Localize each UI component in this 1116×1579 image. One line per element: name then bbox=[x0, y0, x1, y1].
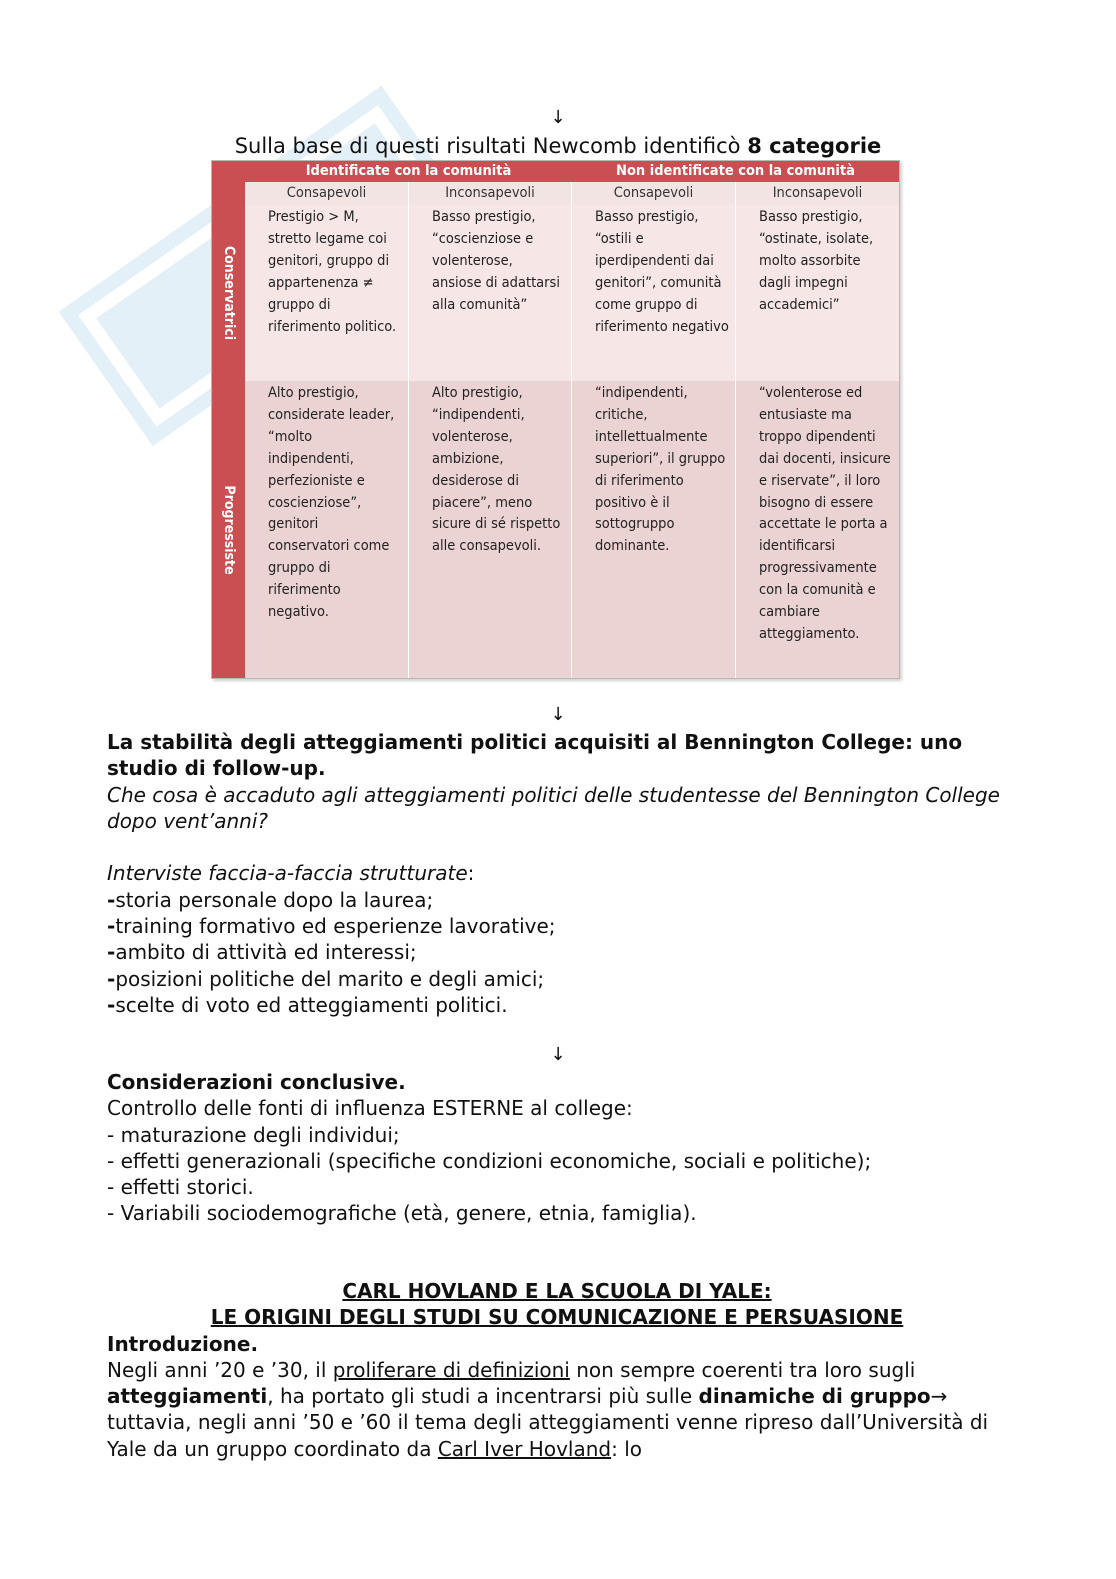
conclusions-title: Considerazioni conclusive. bbox=[107, 1070, 406, 1094]
followup-question: Che cosa è accaduto agli atteggiamenti politici delle studentesse del Bennington College dopo vent’anni? bbox=[107, 782, 1000, 833]
list-item: -scelte di voto ed atteggiamenti politici. bbox=[107, 992, 508, 1017]
intro-paragraph: Negli anni ’20 e ’30, il proliferare di definizioni non sempre coerenti tra loro sugli atteggiamenti, ha portato gli studi a incentrarsi più sulle dinamiche di gruppo→ tuttavia, negli anni ’50 e ’60 il tema degli atteggiamenti venne ripreso dall’Università di Yale da un gruppo coordinato da Carl Iver Hovland: lo bbox=[107, 1357, 989, 1461]
intro-title: Introduzione. bbox=[107, 1331, 259, 1356]
list-item: -ambito di attività ed interessi; bbox=[107, 940, 417, 965]
down-arrow: ↓ bbox=[550, 1044, 566, 1065]
hovland-section bbox=[107, 1278, 1007, 1462]
conclusions-section bbox=[107, 1069, 1007, 1227]
categories-intro: Sulla base di questi risultati Newcomb identificò 8 categorie bbox=[234, 134, 882, 158]
table-corner-sub bbox=[212, 182, 245, 205]
down-arrow: ↓ bbox=[550, 704, 566, 725]
list-item: -training formativo ed esperienze lavorative; bbox=[107, 914, 556, 939]
table-cell: Basso prestigio, “coscienziose e volenterose, ansiose di adattarsi alla comunità” bbox=[409, 205, 572, 381]
header-identified: Identificate con la comunità bbox=[245, 161, 572, 182]
list-item: - effetti generazionali (specifiche condizioni economiche, sociali e politiche); bbox=[107, 1148, 872, 1173]
table-cell: Prestigio > M, stretto legame coi genitori, gruppo di appartenenza ≠ gruppo di riferimento politico. bbox=[245, 205, 409, 381]
conclusions-intro: Controllo delle fonti di influenza ESTERNE al college: bbox=[107, 1096, 633, 1121]
subheader-consapevoli-1: Consapevoli bbox=[245, 182, 409, 205]
followup-section bbox=[107, 729, 1007, 1018]
list-item: -storia personale dopo la laurea; bbox=[107, 887, 434, 912]
list-item: - Variabili sociodemografiche (età, genere, etnia, famiglia). bbox=[107, 1201, 697, 1226]
row-label-progressiste: Progressiste bbox=[212, 381, 245, 678]
table-cell: Alto prestigio, considerate leader, “molto indipendenti, perfezioniste e coscienziose”, genitori conservatori come gruppo di riferimento negativo. bbox=[245, 381, 409, 678]
table-cell: “indipendenti, critiche, intellettualmente superiori”, il gruppo di riferimento positivo è il sottogruppo dominante. bbox=[572, 381, 736, 678]
table-cell: Alto prestigio, “indipendenti, volenterose, ambizione, desiderose di piacere”, meno sicure di sé rispetto alle consapevoli. bbox=[409, 381, 572, 678]
row-label-conservatrici: Conservatrici bbox=[212, 205, 245, 381]
table-corner bbox=[212, 161, 245, 182]
subheader-consapevoli-2: Consapevoli bbox=[572, 182, 736, 205]
header-not-identified: Non identificate con la comunità bbox=[572, 161, 899, 182]
arrow-right-icon: → bbox=[930, 1384, 948, 1409]
list-item: - effetti storici. bbox=[107, 1175, 254, 1200]
subheader-inconsapevoli-2: Inconsapevoli bbox=[736, 182, 899, 205]
table-cell: “volenterose ed entusiaste ma troppo dipendenti dai docenti, insicure e riservate”, il loro bisogno di essere accettate le porta a identificarsi progressivamente con la comunità e cambiare atteggiamento. bbox=[736, 381, 899, 678]
table-cell: Basso prestigio, “ostili e iperdipendenti dai genitori”, comunità come gruppo di riferimento negativo bbox=[572, 205, 736, 381]
section-heading-2: LE ORIGINI DEGLI STUDI SU COMUNICAZIONE E PERSUASIONE bbox=[210, 1305, 904, 1330]
interviews-label: Interviste faccia-a-faccia strutturate: bbox=[107, 861, 475, 886]
categories-table bbox=[211, 160, 900, 679]
list-item: - maturazione degli individui; bbox=[107, 1122, 400, 1147]
list-item: -posizioni politiche del marito e degli amici; bbox=[107, 966, 545, 991]
subheader-inconsapevoli-1: Inconsapevoli bbox=[409, 182, 572, 205]
table-cell: Basso prestigio, “ostinate, isolate, molto assorbite dagli impegni accademici” bbox=[736, 205, 899, 381]
section-heading-1: CARL HOVLAND E LA SCUOLA DI YALE: bbox=[342, 1279, 772, 1303]
down-arrow: ↓ bbox=[550, 107, 566, 128]
followup-title: La stabilità degli atteggiamenti politici acquisiti al Bennington College: uno studio di follow-up. bbox=[107, 730, 963, 781]
